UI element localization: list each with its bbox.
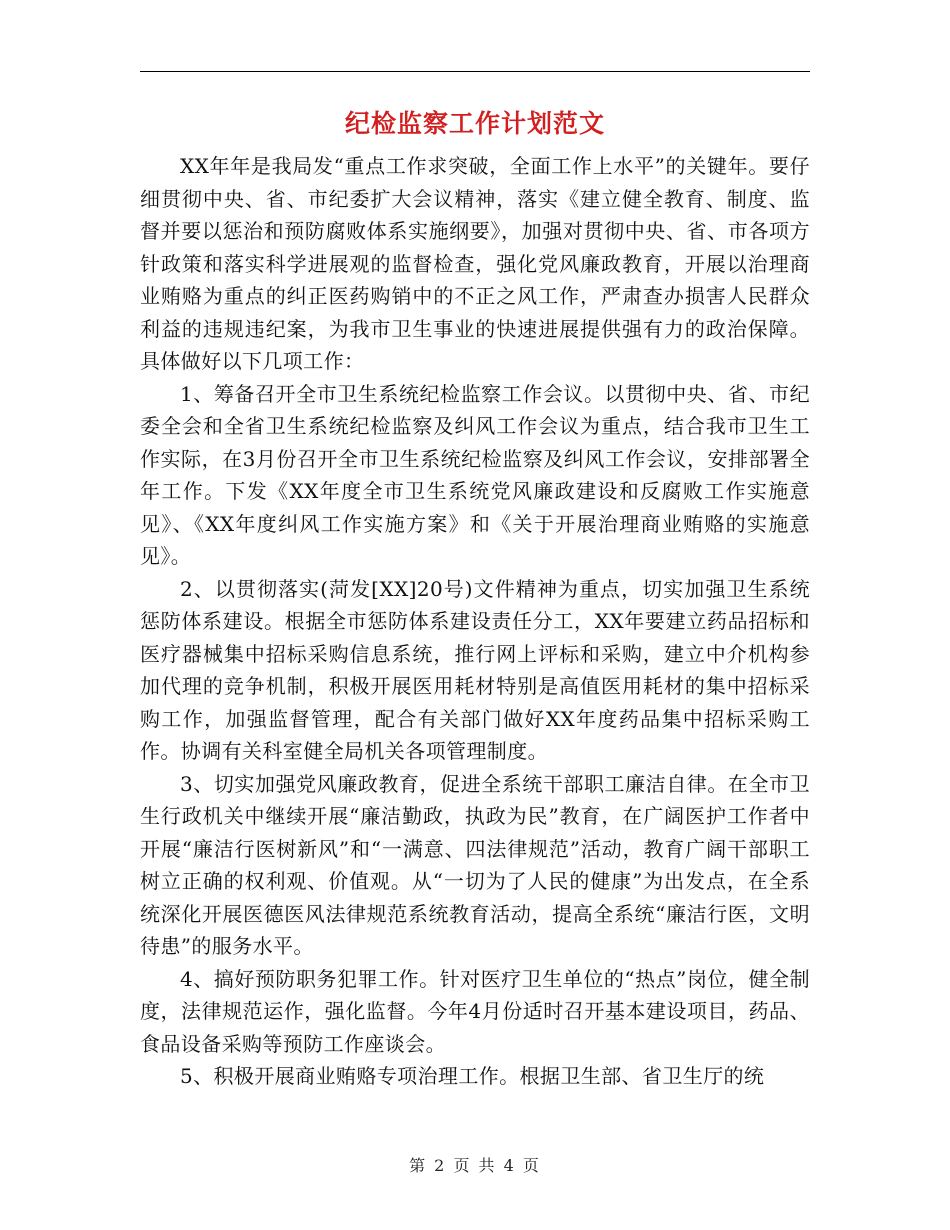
header-rule <box>140 71 810 72</box>
paragraph-item-3: 3、切实加强党风廉政教育，促进全系统干部职工廉洁自律。在全市卫生行政机关中继续开展“廉洁勤政，执政为民”教育，在广阔医护工作者中开展“廉洁行医树新风”和“一满意、四法律规范”活动，教育广阔干部职工树立正确的权利观、价值观。从“一切为了人民的健康”为出发点，在全系统深化开展医德医风法律规范系统教育活动，提高全系统“廉洁行医，文明待患”的服务水平。 <box>140 771 810 958</box>
page-number-footer: 第 2 页 共 4 页 <box>409 1156 541 1175</box>
paragraph-item-4: 4、搞好预防职务犯罪工作。针对医疗卫生单位的“热点”岗位，健全制度，法律规范运作，强化监督。今年4月份适时召开基本建设项目，药品、食品设备采购等预防工作座谈会。 <box>140 966 810 1056</box>
document-body <box>140 150 810 1093</box>
document-title: 纪检监察工作计划范文 <box>344 109 605 138</box>
paragraph-item-5: 5、积极开展商业贿赂专项治理工作。根据卫生部、省卫生厅的统 <box>180 1064 765 1088</box>
paragraph-item-1: 1、筹备召开全市卫生系统纪检监察工作会议。以贯彻中央、省、市纪委全会和全省卫生系统纪检监察及纠风工作会议为重点，结合我市卫生工作实际，在3月份召开全市卫生系统纪检监察及纠风工作会议，安排部署全年工作。下发《XX年度全市卫生系统党风廉政建设和反腐败工作实施意见》、《XX年度纠风工作实施方案》和《关于开展治理商业贿赂的实施意见》。 <box>140 381 810 568</box>
paragraph-intro: XX年年是我局发“重点工作求突破，全面工作上水平”的关键年。要仔细贯彻中央、省、市纪委扩大会议精神，落实《建立健全教育、制度、监督并要以惩治和预防腐败体系实施纲要》，加强对贯彻中央、省、市各项方针政策和落实科学进展观的监督检查，强化党风廉政教育，开展以治理商业贿赂为重点的纠正医药购销中的不正之风工作，严肃查办损害人民群众利益的违规违纪案，为我市卫生事业的快速进展提供强有力的政治保障。具体做好以下几项工作： <box>140 154 810 373</box>
paragraph-item-2: 2、以贯彻落实(菏发[XX]20号)文件精神为重点，切实加强卫生系统惩防体系建设。根据全市惩防体系建设责任分工，XX年要建立药品招标和医疗器械集中招标采购信息系统，推行网上评标和采购，建立中介机构参加代理的竞争机制，积极开展医用耗材特别是高值医用耗材的集中招标采购工作，加强监督管理，配合有关部门做好XX年度药品集中招标采购工作。协调有关科室健全局机关各项管理制度。 <box>140 576 810 763</box>
